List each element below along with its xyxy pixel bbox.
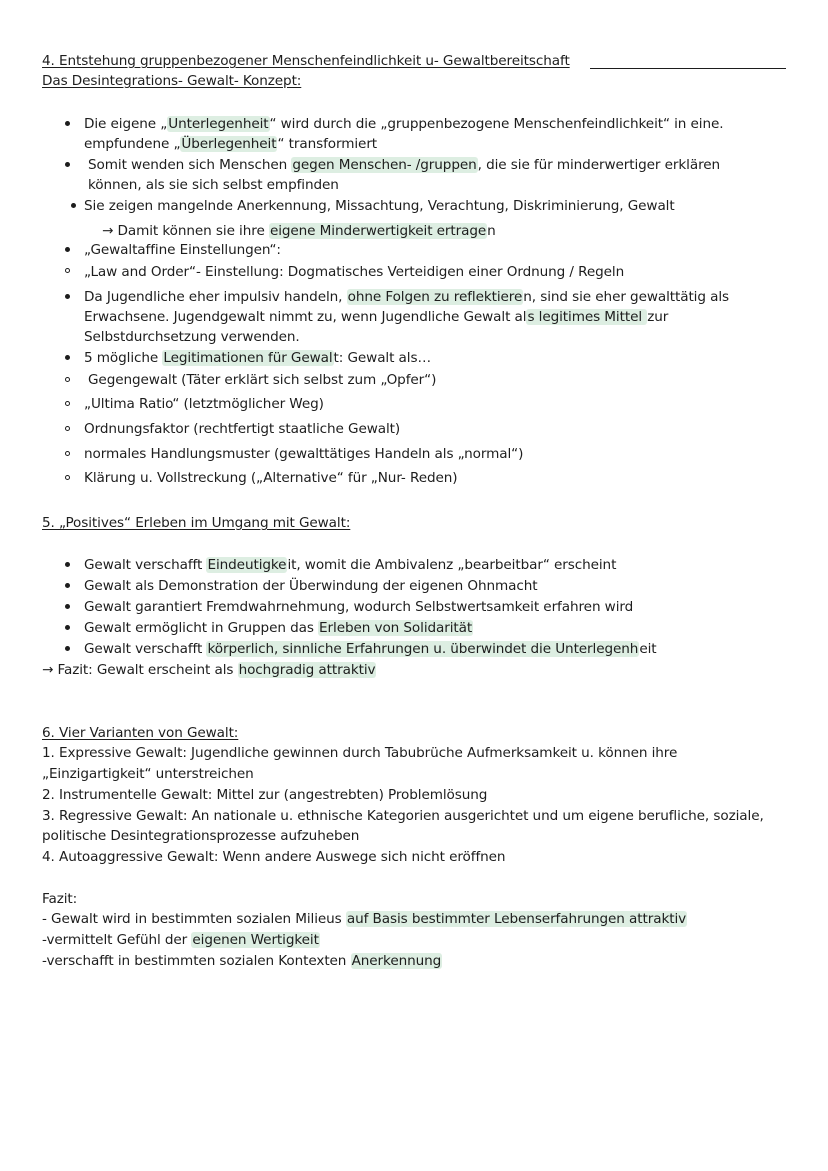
circle-bullet-icon bbox=[65, 426, 70, 431]
list-item: 5 mögliche Legitimationen für Gewalt: Gewalt als… bbox=[84, 350, 431, 366]
bullet-icon bbox=[65, 294, 70, 299]
list-item: politische Desintegrationsprozesse aufzuheben bbox=[42, 828, 360, 844]
list-item: Gewalt ermöglicht in Gruppen das Erleben von Solidarität bbox=[84, 620, 473, 636]
bullet-icon bbox=[65, 604, 70, 609]
list-item: Gewalt garantiert Fremdwahrnehmung, wodurch Selbstwertsamkeit erfahren wird bbox=[84, 599, 634, 615]
section5-conclusion: → Fazit: Gewalt erscheint als hochgradig attraktiv bbox=[42, 662, 376, 678]
list-item: Erwachsene. Jugendgewalt nimmt zu, wenn Jugendliche Gewalt als legitimes Mittel zur bbox=[84, 309, 669, 325]
bullet-icon bbox=[71, 203, 76, 208]
bullet-icon bbox=[65, 247, 70, 252]
list-item: Gewalt verschafft körperlich, sinnliche Erfahrungen u. überwindet die Unterlegenheit bbox=[84, 641, 657, 657]
section4-heading: 4. Entstehung gruppenbezogener Menschenfeindlichkeit u- Gewaltbereitschaft bbox=[42, 53, 570, 69]
circle-bullet-icon bbox=[65, 475, 70, 480]
bullet-icon bbox=[65, 121, 70, 126]
fazit-heading: Fazit: bbox=[42, 891, 78, 907]
section5-heading: 5. „Positives“ Erleben im Umgang mit Gewalt: bbox=[42, 515, 351, 531]
bullet-icon bbox=[65, 625, 70, 630]
list-item: → Damit können sie ihre eigene Minderwertigkeit ertragen bbox=[102, 223, 496, 239]
list-item: Die eigene „Unterlegenheit“ wird durch die „gruppenbezogene Menschenfeindlichkeit“ in eine. bbox=[84, 116, 724, 132]
list-item: „Einzigartigkeit“ unterstreichen bbox=[42, 766, 254, 782]
list-item: normales Handlungsmuster (gewalttätiges Handeln als „normal“) bbox=[84, 446, 524, 462]
bullet-icon bbox=[65, 583, 70, 588]
list-item: Somit wenden sich Menschen gegen Menschen- /gruppen, die sie für minderwertiger erklären bbox=[88, 157, 721, 173]
circle-bullet-icon bbox=[65, 268, 70, 273]
bullet-icon bbox=[65, 162, 70, 167]
list-item: Gegengewalt (Täter erklärt sich selbst zum „Opfer“) bbox=[88, 372, 437, 388]
list-item: empfundene „Überlegenheit“ transformiert bbox=[84, 136, 378, 152]
list-item: „Law and Order“- Einstellung: Dogmatisches Verteidigen einer Ordnung / Regeln bbox=[84, 264, 625, 280]
bullet-icon bbox=[65, 646, 70, 651]
list-item: -verschafft in bestimmten sozialen Kontexten Anerkennung bbox=[42, 953, 442, 969]
list-item: Ordnungsfaktor (rechtfertigt staatliche Gewalt) bbox=[84, 421, 401, 437]
list-item: 4. Autoaggressive Gewalt: Wenn andere Auswege sich nicht eröffnen bbox=[42, 849, 506, 865]
circle-bullet-icon bbox=[65, 451, 70, 456]
list-item: Klärung u. Vollstreckung („Alternative“ für „Nur- Reden) bbox=[84, 470, 458, 486]
bullet-icon bbox=[65, 562, 70, 567]
list-item: - Gewalt wird in bestimmten sozialen Milieus auf Basis bestimmter Lebenserfahrungen attraktiv bbox=[42, 911, 687, 927]
list-item: 1. Expressive Gewalt: Jugendliche gewinnen durch Tabubrüche Aufmerksamkeit u. können ihre bbox=[42, 745, 678, 761]
list-item: „Gewaltaffine Einstellungen“: bbox=[84, 242, 281, 258]
list-item: können, als sie sich selbst empfinden bbox=[88, 177, 339, 193]
list-item: Da Jugendliche eher impulsiv handeln, ohne Folgen zu reflektieren, sind sie eher gewalttätig als bbox=[84, 289, 729, 305]
list-item: 2. Instrumentelle Gewalt: Mittel zur (angestrebten) Problemlösung bbox=[42, 787, 488, 803]
list-item: -vermittelt Gefühl der eigenen Wertigkeit bbox=[42, 932, 319, 948]
section4-subheading: Das Desintegrations- Gewalt- Konzept: bbox=[42, 73, 302, 89]
circle-bullet-icon bbox=[65, 377, 70, 382]
section6-heading: 6. Vier Varianten von Gewalt: bbox=[42, 725, 239, 741]
list-item: Selbstdurchsetzung verwenden. bbox=[84, 329, 300, 345]
list-item: 3. Regressive Gewalt: An nationale u. ethnische Kategorien ausgerichtet und um eigene berufliche, soziale, bbox=[42, 808, 764, 824]
list-item: Gewalt als Demonstration der Überwindung der eigenen Ohnmacht bbox=[84, 578, 538, 594]
bullet-icon bbox=[65, 355, 70, 360]
list-item: „Ultima Ratio“ (letztmöglicher Weg) bbox=[84, 396, 324, 412]
list-item: Gewalt verschafft Eindeutigkeit, womit die Ambivalenz „bearbeitbar“ erscheint bbox=[84, 557, 617, 573]
circle-bullet-icon bbox=[65, 401, 70, 406]
list-item: Sie zeigen mangelnde Anerkennung, Missachtung, Verachtung, Diskriminierung, Gewalt bbox=[84, 198, 675, 214]
heading-underline-extension bbox=[590, 68, 786, 69]
